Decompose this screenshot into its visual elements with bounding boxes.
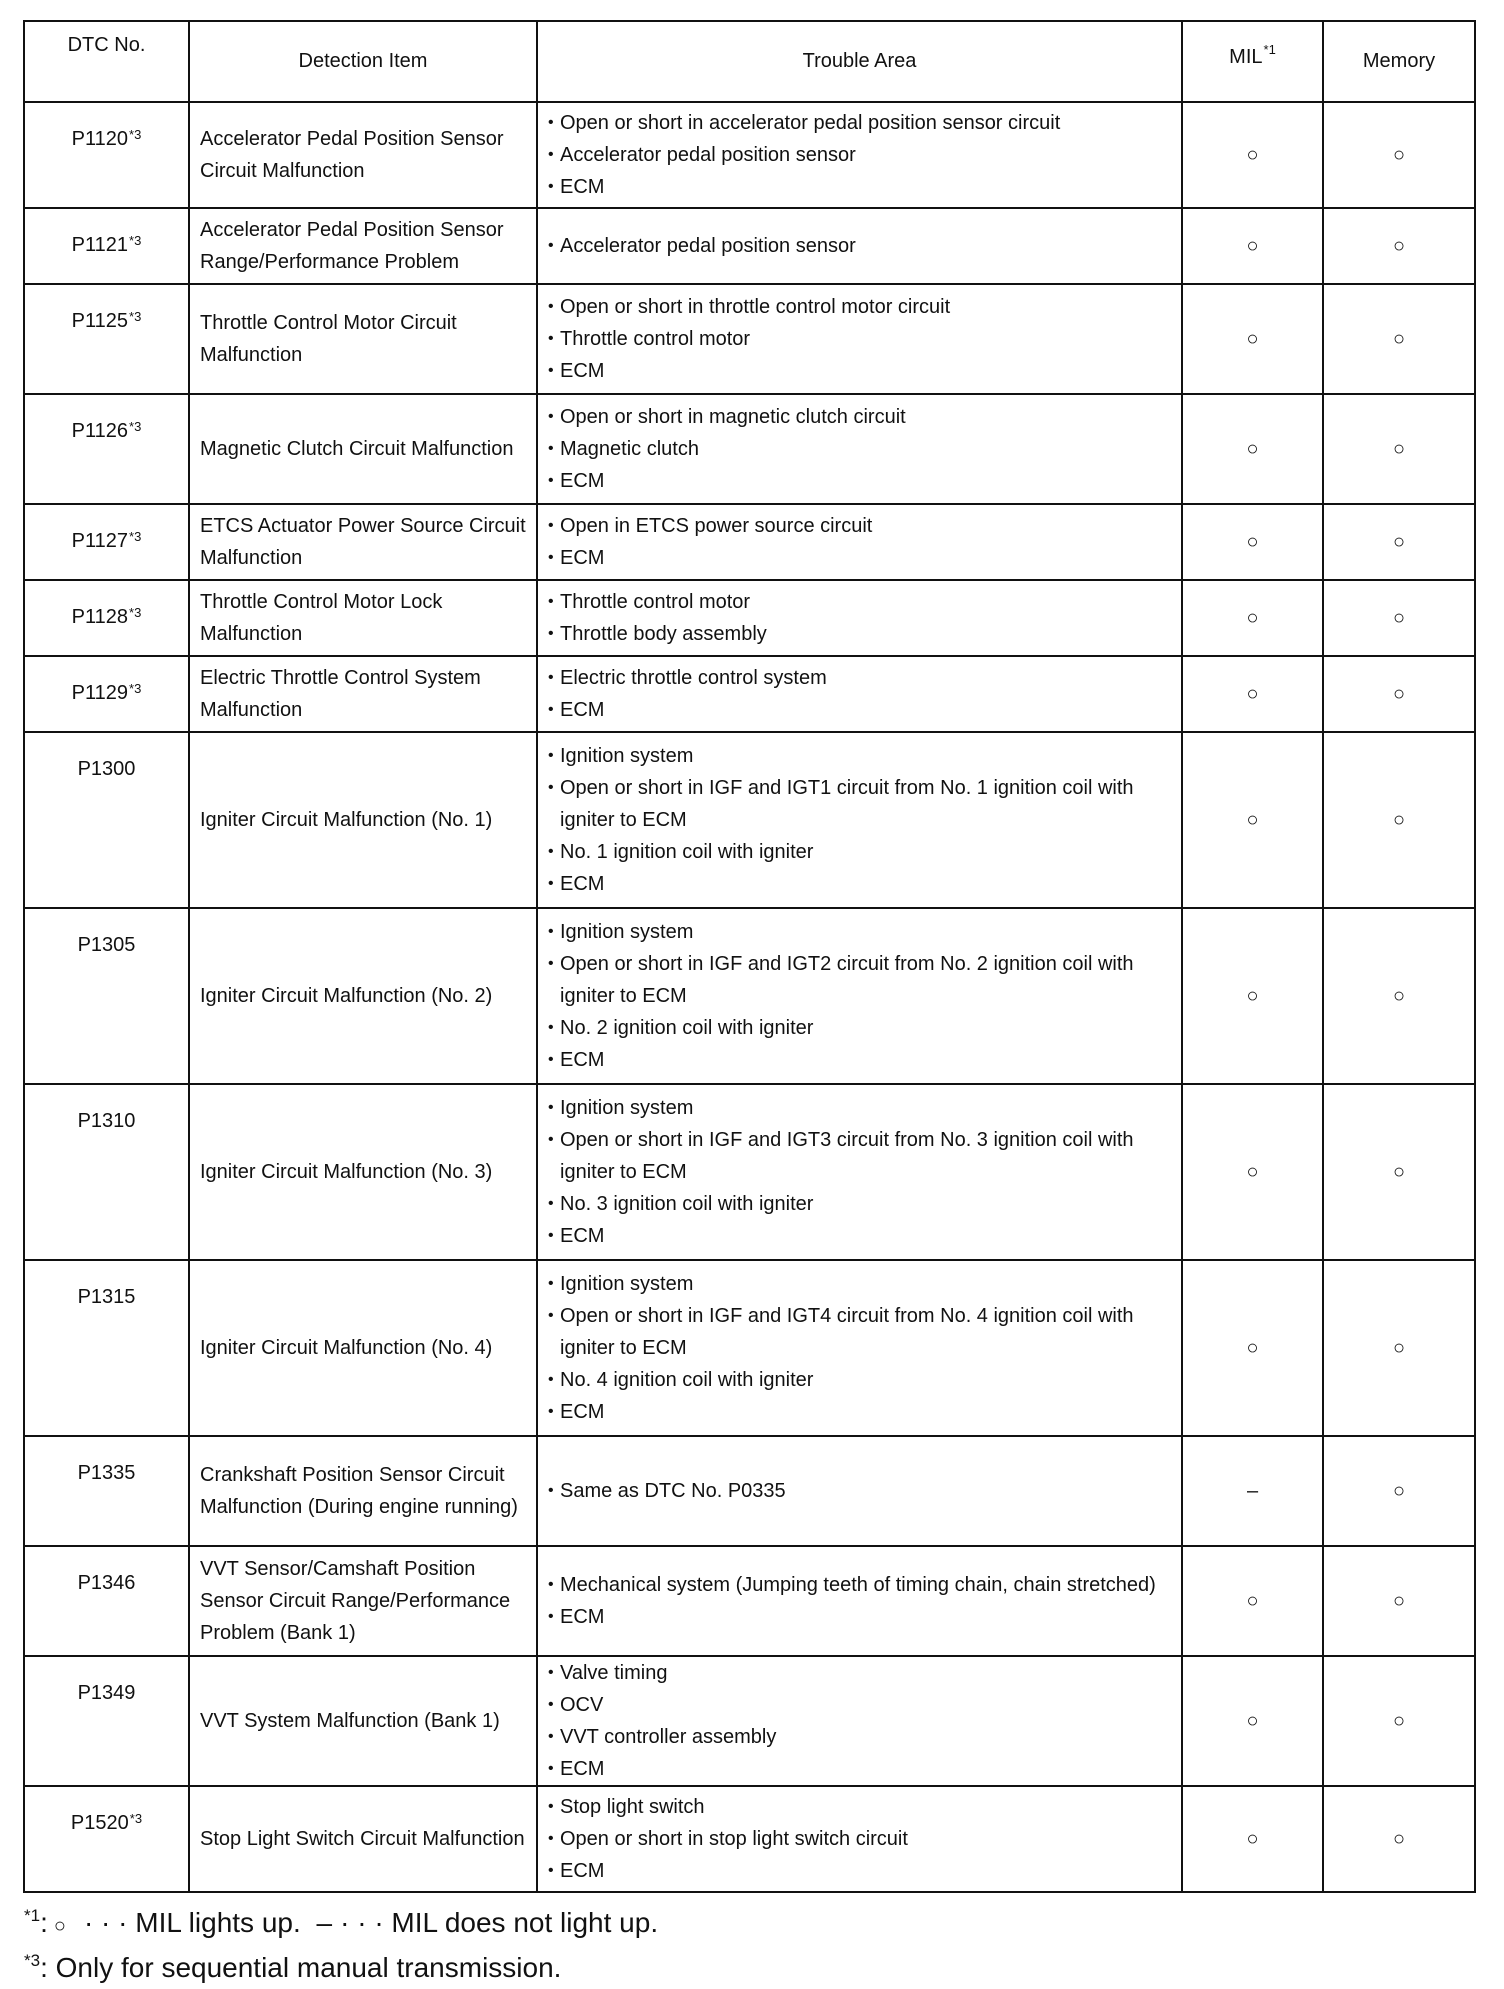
table-row (24, 732, 1475, 908)
table-row (24, 1260, 1475, 1436)
trouble-area (537, 1546, 1182, 1656)
mil-indicator: ○ (1182, 1786, 1323, 1892)
header-mil (1182, 21, 1323, 102)
dtc-code-cell (24, 580, 189, 656)
trouble-area-list (548, 1791, 1171, 1887)
memory-indicator: ○ (1323, 732, 1475, 908)
dtc-code-footnote: *3 (129, 233, 142, 248)
trouble-area-item: • Accelerator pedal position sensor (548, 139, 1171, 171)
header-memory: Memory (1323, 21, 1475, 102)
trouble-area-item: • Valve timing (548, 1657, 1171, 1689)
trouble-area-item: • Open or short in IGF and IGT2 circuit from No. 2 ignition coil with igniter to ECM (548, 948, 1171, 1012)
trouble-area-item: • ECM (548, 542, 1171, 574)
dtc-code-cell (24, 504, 189, 580)
trouble-area-list (548, 1268, 1171, 1428)
trouble-area-item: • Ignition system (548, 1268, 1171, 1300)
dtc-code: P1127 (71, 530, 129, 552)
detection-item: Accelerator Pedal Position Sensor Circuit Malfunction (189, 102, 537, 208)
footnote-3 (23, 1947, 658, 1989)
dtc-code-footnote: *3 (129, 419, 142, 434)
table-row (24, 580, 1475, 656)
trouble-area (537, 504, 1182, 580)
dtc-code: P1346 (77, 1572, 136, 1594)
trouble-area (537, 1656, 1182, 1786)
table-row (24, 1656, 1475, 1786)
trouble-area-item: • Open or short in IGF and IGT4 circuit from No. 4 ignition coil with igniter to ECM (548, 1300, 1171, 1364)
footnote-1-dash-symbol: – (316, 1907, 333, 1938)
table-row (24, 1546, 1475, 1656)
dtc-code-footnote: *3 (129, 1811, 143, 1826)
trouble-area-list (548, 401, 1171, 497)
footnote-3-text: : Only for sequential manual transmission. (40, 1952, 562, 1983)
mil-indicator: ○ (1182, 908, 1323, 1084)
memory-indicator: ○ (1323, 1546, 1475, 1656)
mil-indicator: ○ (1182, 284, 1323, 394)
trouble-area (537, 580, 1182, 656)
detection-item: Electric Throttle Control System Malfunction (189, 656, 537, 732)
trouble-area (537, 394, 1182, 504)
memory-indicator: ○ (1323, 1260, 1475, 1436)
trouble-area-item: • Open in ETCS power source circuit (548, 510, 1171, 542)
mil-indicator: ○ (1182, 1084, 1323, 1260)
trouble-area-list (548, 1569, 1171, 1633)
trouble-area-item: • Electric throttle control system (548, 662, 1171, 694)
trouble-area (537, 1084, 1182, 1260)
dtc-code-cell (24, 208, 189, 284)
dtc-code-cell (24, 1656, 189, 1786)
mil-indicator: ○ (1182, 394, 1323, 504)
footnote-1: $^{*1}$: ○ · · · MIL lights up. – · · · MIL does not light up. (24, 1906, 659, 1938)
trouble-area (537, 908, 1182, 1084)
dtc-code: P1520 (70, 1812, 129, 1834)
mil-indicator: ○ (1182, 208, 1323, 284)
mil-indicator: – (1182, 1436, 1323, 1546)
trouble-area-item: • No. 2 ignition coil with igniter (548, 1012, 1171, 1044)
trouble-area-item: • Ignition system (548, 1092, 1171, 1124)
dtc-code-cell (24, 908, 189, 1084)
footnote-1-not-text: · · · MIL does not light up. (340, 1907, 659, 1938)
footnote-1-circle-symbol: ○ (53, 1915, 66, 1937)
detection-item: ETCS Actuator Power Source Circuit Malfunction (189, 504, 537, 580)
dtc-code: P1315 (77, 1286, 136, 1308)
table-row (24, 1436, 1475, 1546)
dtc-code-cell (24, 1436, 189, 1546)
header-detection-item: Detection Item (189, 21, 537, 102)
trouble-area-item: • ECM (548, 355, 1171, 387)
detection-item: Accelerator Pedal Position Sensor Range/Performance Problem (189, 208, 537, 284)
trouble-area-list (548, 740, 1171, 900)
table-row (24, 102, 1475, 208)
trouble-area-item: • Open or short in IGF and IGT3 circuit from No. 3 ignition coil with igniter to ECM (548, 1124, 1171, 1188)
detection-item: Igniter Circuit Malfunction (No. 3) (189, 1084, 537, 1260)
memory-indicator: ○ (1323, 908, 1475, 1084)
dtc-code-cell (24, 1260, 189, 1436)
dtc-code-footnote: *3 (129, 681, 142, 696)
trouble-area-item: • Throttle control motor (548, 323, 1171, 355)
trouble-area-item: • OCV (548, 1689, 1171, 1721)
trouble-area-item: • Magnetic clutch (548, 433, 1171, 465)
dtc-code-cell (24, 656, 189, 732)
trouble-area-list (548, 1092, 1171, 1252)
trouble-area (537, 1786, 1182, 1892)
table-row (24, 284, 1475, 394)
detection-item: Igniter Circuit Malfunction (No. 4) (189, 1260, 537, 1436)
mil-indicator: ○ (1182, 732, 1323, 908)
dtc-code-cell (24, 1546, 189, 1656)
detection-item: Igniter Circuit Malfunction (No. 1) (189, 732, 537, 908)
detection-item: VVT System Malfunction (Bank 1) (189, 1656, 537, 1786)
trouble-area-list (548, 916, 1171, 1076)
dtc-code: P1125 (71, 310, 129, 332)
trouble-area-item: • Open or short in throttle control motor circuit (548, 291, 1171, 323)
detection-item: Stop Light Switch Circuit Malfunction (189, 1786, 537, 1892)
mil-indicator: ○ (1182, 1656, 1323, 1786)
trouble-area-item: • ECM (548, 868, 1171, 900)
header-trouble-area: Trouble Area (537, 21, 1182, 102)
table-row (24, 1786, 1475, 1892)
detection-item: Throttle Control Motor Circuit Malfunction (189, 284, 537, 394)
trouble-area-item: • No. 4 ignition coil with igniter (548, 1364, 1171, 1396)
dtc-code-cell (24, 284, 189, 394)
dtc-code-cell (24, 1786, 189, 1892)
dtc-code-footnote: *3 (129, 127, 142, 142)
dtc-code: P1310 (77, 1110, 136, 1132)
detection-item: Igniter Circuit Malfunction (No. 2) (189, 908, 537, 1084)
trouble-area-item: • Open or short in IGF and IGT1 circuit from No. 1 ignition coil with igniter to ECM (548, 772, 1171, 836)
memory-indicator: ○ (1323, 1786, 1475, 1892)
dtc-code-cell (24, 102, 189, 208)
trouble-area (537, 1436, 1182, 1546)
trouble-area-list (548, 291, 1171, 387)
trouble-area-item: • ECM (548, 1753, 1171, 1785)
trouble-area-item: • VVT controller assembly (548, 1721, 1171, 1753)
table-row (24, 208, 1475, 284)
memory-indicator: ○ (1323, 656, 1475, 732)
mil-indicator: ○ (1182, 580, 1323, 656)
trouble-area-item: • No. 1 ignition coil with igniter (548, 836, 1171, 868)
trouble-area-list (548, 662, 1171, 726)
trouble-area-item: • Ignition system (548, 916, 1171, 948)
dtc-code-footnote: *3 (129, 529, 142, 544)
memory-indicator: ○ (1323, 394, 1475, 504)
dtc-code: P1349 (77, 1682, 136, 1704)
trouble-area-item: • ECM (548, 1220, 1171, 1252)
trouble-area-item: • Mechanical system (Jumping teeth of timing chain, chain stretched) (548, 1569, 1171, 1601)
trouble-area (537, 1260, 1182, 1436)
trouble-area-list (548, 586, 1171, 650)
dtc-code-cell (24, 1084, 189, 1260)
footnote-1-mark: *1 (24, 1906, 41, 1925)
detection-item: Crankshaft Position Sensor Circuit Malfunction (During engine running) (189, 1436, 537, 1546)
trouble-area-item: • ECM (548, 1044, 1171, 1076)
trouble-area-item: • No. 3 ignition coil with igniter (548, 1188, 1171, 1220)
trouble-area-item: • Stop light switch (548, 1791, 1171, 1823)
trouble-area-item: • ECM (548, 171, 1171, 203)
detection-item: Throttle Control Motor Lock Malfunction (189, 580, 537, 656)
dtc-code: P1335 (77, 1462, 136, 1484)
footnotes (23, 1902, 658, 1989)
mil-indicator: ○ (1182, 102, 1323, 208)
table-row (24, 504, 1475, 580)
trouble-area-list (548, 1657, 1171, 1785)
trouble-area-list (548, 1475, 1171, 1507)
dtc-code-footnote: *3 (129, 309, 142, 324)
dtc-code: P1121 (71, 234, 129, 256)
memory-indicator: ○ (1323, 1084, 1475, 1260)
header-mil-footnote: *1 (1263, 42, 1276, 57)
dtc-code: P1300 (77, 758, 136, 780)
detection-item: Magnetic Clutch Circuit Malfunction (189, 394, 537, 504)
header-mil-label: MIL (1229, 46, 1263, 68)
trouble-area-item: • Throttle body assembly (548, 618, 1171, 650)
trouble-area-item: • ECM (548, 465, 1171, 497)
trouble-area (537, 732, 1182, 908)
trouble-area (537, 656, 1182, 732)
trouble-area-item: • Open or short in accelerator pedal position sensor circuit (548, 107, 1171, 139)
trouble-area-item: • Open or short in stop light switch circuit (548, 1823, 1171, 1855)
dtc-code-cell (24, 394, 189, 504)
dtc-code: P1120 (71, 128, 129, 150)
trouble-area-item: • Open or short in magnetic clutch circuit (548, 401, 1171, 433)
memory-indicator: ○ (1323, 284, 1475, 394)
trouble-area-item: • Ignition system (548, 740, 1171, 772)
table-row (24, 1084, 1475, 1260)
table-row (24, 908, 1475, 1084)
memory-indicator: ○ (1323, 208, 1475, 284)
trouble-area (537, 284, 1182, 394)
trouble-area-item: • Throttle control motor (548, 586, 1171, 618)
trouble-area-item: • ECM (548, 1396, 1171, 1428)
dtc-code: P1128 (71, 606, 129, 628)
mil-indicator: ○ (1182, 656, 1323, 732)
detection-item: VVT Sensor/Camshaft Position Sensor Circuit Range/Performance Problem (Bank 1) (189, 1546, 537, 1656)
trouble-area-item: • Same as DTC No. P0335 (548, 1475, 1171, 1507)
trouble-area-item: • ECM (548, 1855, 1171, 1887)
memory-indicator: ○ (1323, 504, 1475, 580)
table-row (24, 656, 1475, 732)
header-row (24, 21, 1475, 102)
dtc-code-cell (24, 732, 189, 908)
mil-indicator: ○ (1182, 1546, 1323, 1656)
trouble-area-list (548, 510, 1171, 574)
mil-indicator: ○ (1182, 504, 1323, 580)
dtc-code: P1305 (77, 934, 136, 956)
memory-indicator: ○ (1323, 1436, 1475, 1546)
dtc-code: P1129 (71, 682, 129, 704)
trouble-area (537, 102, 1182, 208)
footnote-3-mark: *3 (24, 1951, 41, 1970)
trouble-area (537, 208, 1182, 284)
dtc-code-footnote: *3 (129, 605, 142, 620)
trouble-area-item: • ECM (548, 694, 1171, 726)
footnote-1-lights-text: · · · MIL lights up. (83, 1907, 301, 1938)
table-row (24, 394, 1475, 504)
memory-indicator: ○ (1323, 102, 1475, 208)
memory-indicator: ○ (1323, 580, 1475, 656)
trouble-area-item: • ECM (548, 1601, 1171, 1633)
table-body (24, 102, 1475, 1892)
dtc-table (23, 20, 1476, 1893)
trouble-area-list (548, 230, 1171, 262)
memory-indicator: ○ (1323, 1656, 1475, 1786)
header-dtc: DTC No. (24, 21, 189, 102)
dtc-code: P1126 (71, 420, 129, 442)
trouble-area-item: • Accelerator pedal position sensor (548, 230, 1171, 262)
trouble-area-list (548, 107, 1171, 203)
mil-indicator: ○ (1182, 1260, 1323, 1436)
